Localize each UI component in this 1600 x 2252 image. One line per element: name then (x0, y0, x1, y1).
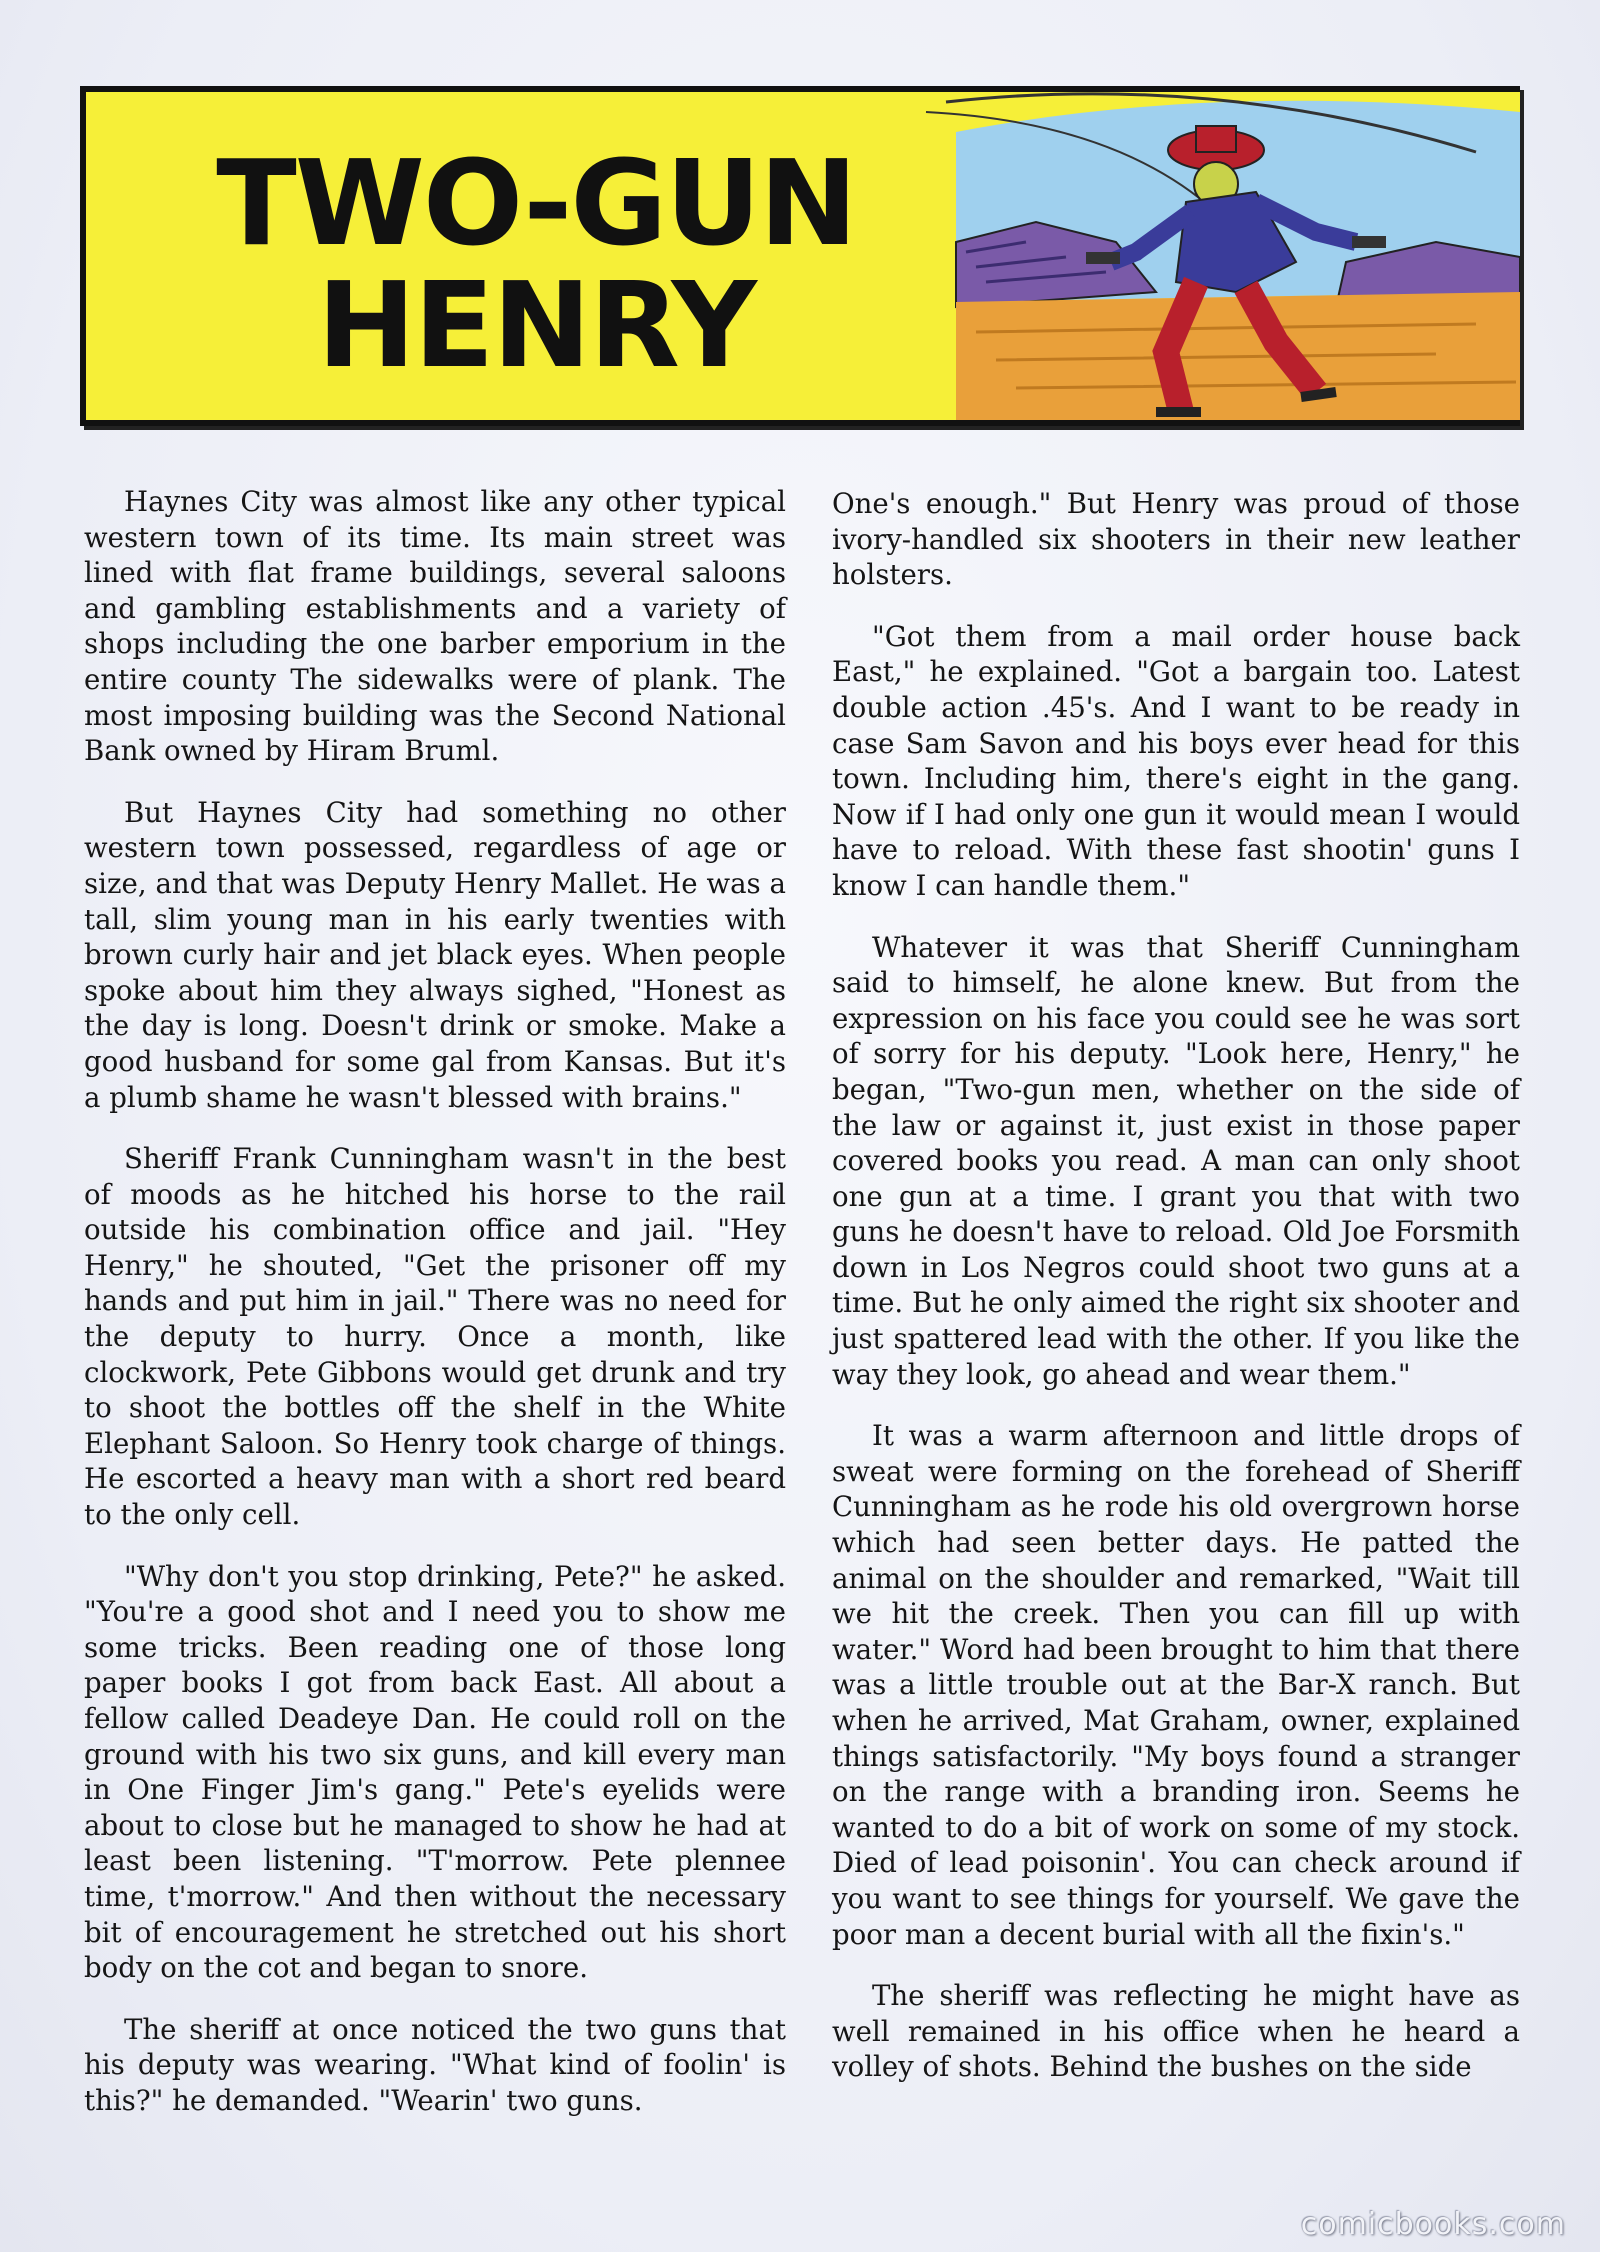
paragraph-continued: One's enough." But Henry was proud of those ivory-handled six shooters in their new leather holsters. (832, 487, 1520, 592)
paragraph: "Why don't you stop drinking, Pete?" he asked. "You're a good shot and I need you to show me some tricks. Been reading one of those long paper books I got from back East. All about a fellow called Deadeye Dan. He could roll on the ground with his two six guns, and kill every man in One Finger Jim's gang." Pete's eyelids were about to close but he managed to show he had at least been listening. "T'morrow. Pete plennee time, t'morrow." And then without the necessary bit of encouragement he stretched out his short body on the cot and began to snore. (84, 1559, 786, 1985)
paragraph: Whatever it was that Sheriff Cunningham said to himself, he alone knew. But from the expression on his face you could see he was sort of sorry for his deputy. "Look here, Henry," he began, "Two-gun men, whether on the side of the law or against it, just exist in those paper covered books you read. A man can only shoot one gun at a time. I grant you that with two guns he doesn't have to reload. Old Joe Forsmith down in Los Negros could shoot two guns at a time. But he only aimed the right six shooter and just spattered lead with the other. If you like the way they look, go ahead and wear them." (832, 930, 1520, 1391)
right-column (832, 486, 1520, 2111)
paragraph: But Haynes City had something no other western town possessed, regardless of age or size, and that was Deputy Henry Mallet. He was a tall, slim young man in his early twenties with brown curly hair and jet black eyes. When people spoke about him they always sighed, "Honest as the day is long. Doesn't drink or smoke. Make a good husband for some gal from Kansas. But it's a plumb shame he wasn't blessed with brains." (84, 795, 786, 1114)
paragraph: Haynes City was almost like any other typical western town of its time. Its main street was lined with flat frame buildings, several saloons and gambling establishments and a variety of shops including the one barber emporium in the entire county The sidewalks were of plank. The most imposing building was the Second National Bank owned by Hiram Bruml. (84, 485, 786, 768)
title-line-2: HENRY (317, 256, 755, 394)
gunslinger-illustration (916, 92, 1520, 420)
paragraph: It was a warm afternoon and little drops of sweat were forming on the forehead of Sheriff Cunningham as he rode his old overgrown horse which had seen better days. He patted the animal on the shoulder and remarked, "Wait till we hit the creek. Then you can fill up with water." Word had been brought to him that there was a little trouble out at the Bar-X ranch. But when he arrived, Mat Graham, owner, explained things satisfactorily. "My boys found a stranger on the range with a branding iron. Seems he wanted to do a bit of work on some of my stock. Died of lead poisonin'. You can check around if you want to see things for yourself. We gave the poor man a decent burial with all the fixin's." (832, 1419, 1520, 1951)
site-watermark: comicbooks.com (1300, 2207, 1566, 2242)
paragraph: Sheriff Frank Cunningham wasn't in the best of moods as he hitched his horse to the rail outside his combination office and jail. "Hey Henry," he shouted, "Get the prisoner off my hands and put him in jail." There was no need for the deputy to hurry. Once a month, like clockwork, Pete Gibbons would get drunk and try to shoot the bottles off the shelf in the White Elephant Saloon. So Henry took charge of things. He escorted a heavy man with a short red beard to the only cell. (84, 1142, 786, 1532)
story-title (126, 134, 946, 394)
paragraph: The sheriff was reflecting he might have as well remained in his office when he heard a volley of shots. Behind the bushes on the side (832, 1979, 1520, 2084)
paragraph: The sheriff at once noticed the two guns that his deputy was wearing. "What kind of foolin' is this?" he demanded. "Wearin' two guns. (84, 2012, 786, 2117)
left-column (84, 484, 786, 2145)
title-panel (80, 86, 1520, 426)
title-line-1: TWO-GUN (216, 134, 856, 272)
paragraph: "Got them from a mail order house back East," he explained. "Got a bargain too. Latest double action .45's. And I want to be ready in case Sam Savon and his boys ever head for this town. Including him, there's eight in the gang. Now if I had only one gun it would mean I would have to reload. With these fast shootin' guns I know I can handle them." (832, 619, 1520, 902)
